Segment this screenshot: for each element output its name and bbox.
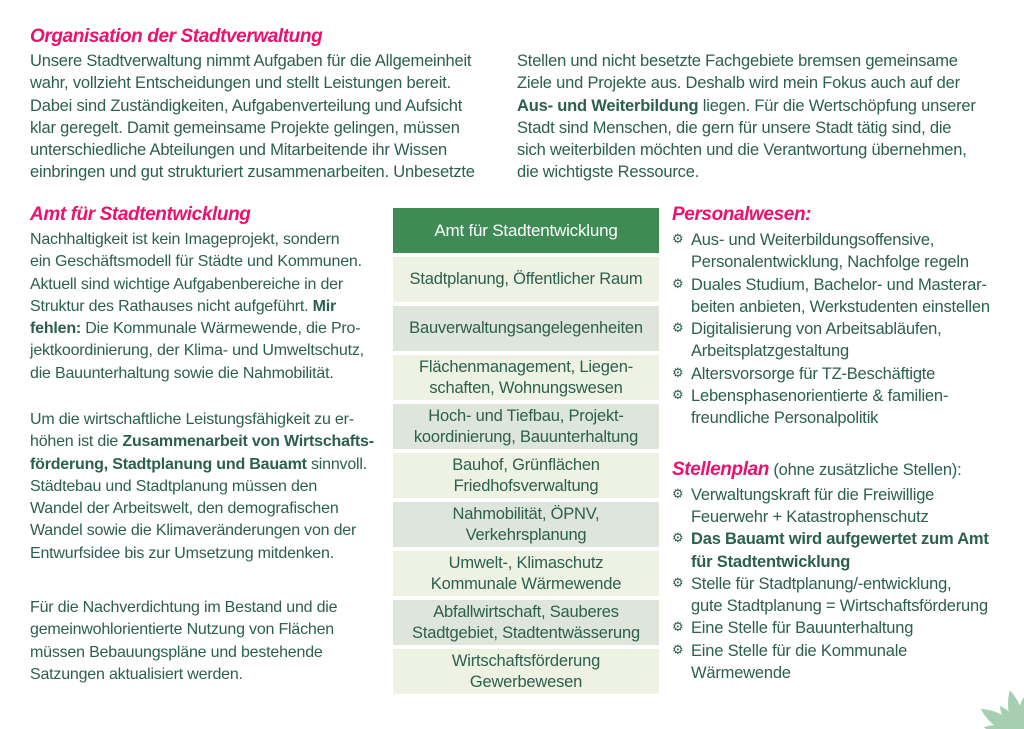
list-item-text: Aus- und Weiterbildungsoffensive, Personalentwicklung, Nachfolge regeln <box>691 231 969 272</box>
intro-heading: Organisation der Stadtverwaltung <box>30 26 323 47</box>
stellenplan-heading-suffix: (ohne zusätzliche Stellen): <box>768 460 962 479</box>
table-row: Hoch- und Tiefbau, Projekt- koordinierung, Bauunterhaltung <box>393 404 659 449</box>
table-row: Nahmobilität, ÖPNV, Verkehrsplanung <box>393 502 659 547</box>
gear-bullet-icon: ⚙ <box>672 232 684 247</box>
gear-bullet-icon: ⚙ <box>672 321 684 337</box>
left-section-paragraph-3: Für die Nachverdichtung im Bestand und die gemeinwohlorientierte Nutzung von Flächen müssen Bebauungspläne und bestehende Satzungen aktualisiert werden. <box>30 599 338 683</box>
personalwesen-heading-line <box>672 204 1017 226</box>
list-item-text: Verwaltungskraft für die Freiwillige Feuerwehr + Katastrophenschutz <box>691 485 935 526</box>
right-column <box>672 204 1017 684</box>
gear-bullet-icon: ⚙ <box>672 620 684 636</box>
gear-bullet-icon: ⚙ <box>672 531 684 547</box>
left-section-heading: Amt für Stadtentwicklung <box>30 204 251 225</box>
list-item-text: Digitalisierung von Arbeitsabläufen, Arbeitsplatzgestaltung <box>691 320 942 361</box>
left-section-paragraph-2: Um die wirtschaftliche Leistungsfähigkeit zu er- höhen ist die Zusammenarbeit von Wirtschafts- förderung, Stadtplanung und Bauamt sinnvoll. Städtebau und Stadtplanung müssen den Wandel der Arbeitswelt, den demografischen Wandel sowie die Klimaveränderungen von der Entwurfsidee bis zur Umsetzung mitdenken. <box>30 411 374 562</box>
table-row: Umwelt-, Klimaschutz Kommunale Wärmewende <box>393 551 659 596</box>
table-row: Flächenmanagement, Liegen- schaften, Wohnungswesen <box>393 355 659 400</box>
department-table-header: Amt für Stadtentwicklung <box>393 208 659 253</box>
gear-bullet-icon: ⚙ <box>672 575 684 591</box>
department-table <box>393 208 659 694</box>
list-item <box>672 385 1017 430</box>
gear-bullet-icon: ⚙ <box>672 365 684 381</box>
list-item <box>672 573 1017 618</box>
gear-bullet-icon: ⚙ <box>672 642 684 658</box>
table-row: Wirtschaftsförderung Gewerbewesen <box>393 649 659 694</box>
stellenplan-list <box>672 484 1017 685</box>
list-item-text: Stelle für Stadtplanung/-entwicklung, gute Stadtplanung = Wirtschaftsförderung <box>691 574 988 616</box>
stellenplan-heading-line <box>672 459 1017 481</box>
list-item-text: Duales Studium, Bachelor- und Masterar- beiten anbieten, Werkstudenten einstellen <box>691 275 990 316</box>
gear-bullet-icon: ⚙ <box>672 486 684 502</box>
stellenplan-heading: Stellenplan <box>672 458 769 480</box>
list-item <box>672 274 1017 319</box>
personalwesen-heading: Personalwesen: <box>672 204 812 225</box>
intro-paragraph-left: Unsere Stadtverwaltung nimmt Aufgaben für die Allgemeinheit wahr, vollzieht Entscheidungen und stellt Leistungen bereit. Dabei sind Zuständigkeiten, Aufgabenverteilung und Aufsicht klar geregelt. Damit gemeinsame Projekte gelingen, müssen unterschiedliche Abteilungen und Mitarbeitende ihr Wissen einbringen und gut strukturiert zusammenarbeiten. Unbesetzte <box>30 52 475 182</box>
table-row: Stadtplanung, Öffentlicher Raum <box>393 257 659 302</box>
left-section-paragraph-1: Nachhaltigkeit ist kein Imageprojekt, sondern ein Geschäftsmodell für Städte und Kommunen. Aktuell sind wichtige Aufgabenbereiche in der Struktur des Rathauses nicht aufgeführt. Mir fehlen: Die Kommunale Wärmewende, die Pro- jektkoordinierung, der Klima- und Umweltschutz, die Bauunterhaltung sowie die Nahmobilität. <box>30 231 364 382</box>
list-item-text: Lebensphasenorientierte & familien- freundliche Personalpolitik <box>691 387 949 428</box>
list-item <box>672 528 1017 573</box>
list-item <box>672 229 1017 274</box>
list-item-text: Eine Stelle für die Kommunale Wärmewende <box>691 641 908 683</box>
list-item <box>672 617 1017 639</box>
gear-bullet-icon: ⚙ <box>672 388 684 404</box>
list-item <box>672 363 1017 385</box>
personalwesen-list <box>672 229 1017 430</box>
table-row: Bauverwaltungsangelegenheiten <box>393 306 659 351</box>
table-row: Abfallwirtschaft, Sauberes Stadtgebiet, Stadtentwässerung <box>393 600 659 645</box>
list-item <box>672 318 1017 363</box>
list-item <box>672 640 1017 685</box>
intro-paragraph-right: Stellen und nicht besetzte Fachgebiete bremsen gemeinsame Ziele und Projekte aus. Deshalb wird mein Fokus auch auf der Aus- und Weiterbildung liegen. Für die Wertschöpfung unserer Stadt sind Menschen, die gern für unsere Stadt tätig sind, die sich weiterbilden möchten und die Verantwortung übernehmen, die wichtigste Ressource. <box>517 52 976 182</box>
list-item-text: Altersvorsorge für TZ-Beschäftigte <box>691 364 936 383</box>
list-item-text: Eine Stelle für Bauunterhaltung <box>691 619 914 638</box>
gear-bullet-icon: ⚙ <box>672 276 684 292</box>
table-row: Bauhof, Grünflächen Friedhofsverwaltung <box>393 453 659 498</box>
list-item <box>672 484 1017 529</box>
list-item-text: Das Bauamt wird aufgewertet zum Amt für Stadtentwicklung <box>691 530 989 571</box>
